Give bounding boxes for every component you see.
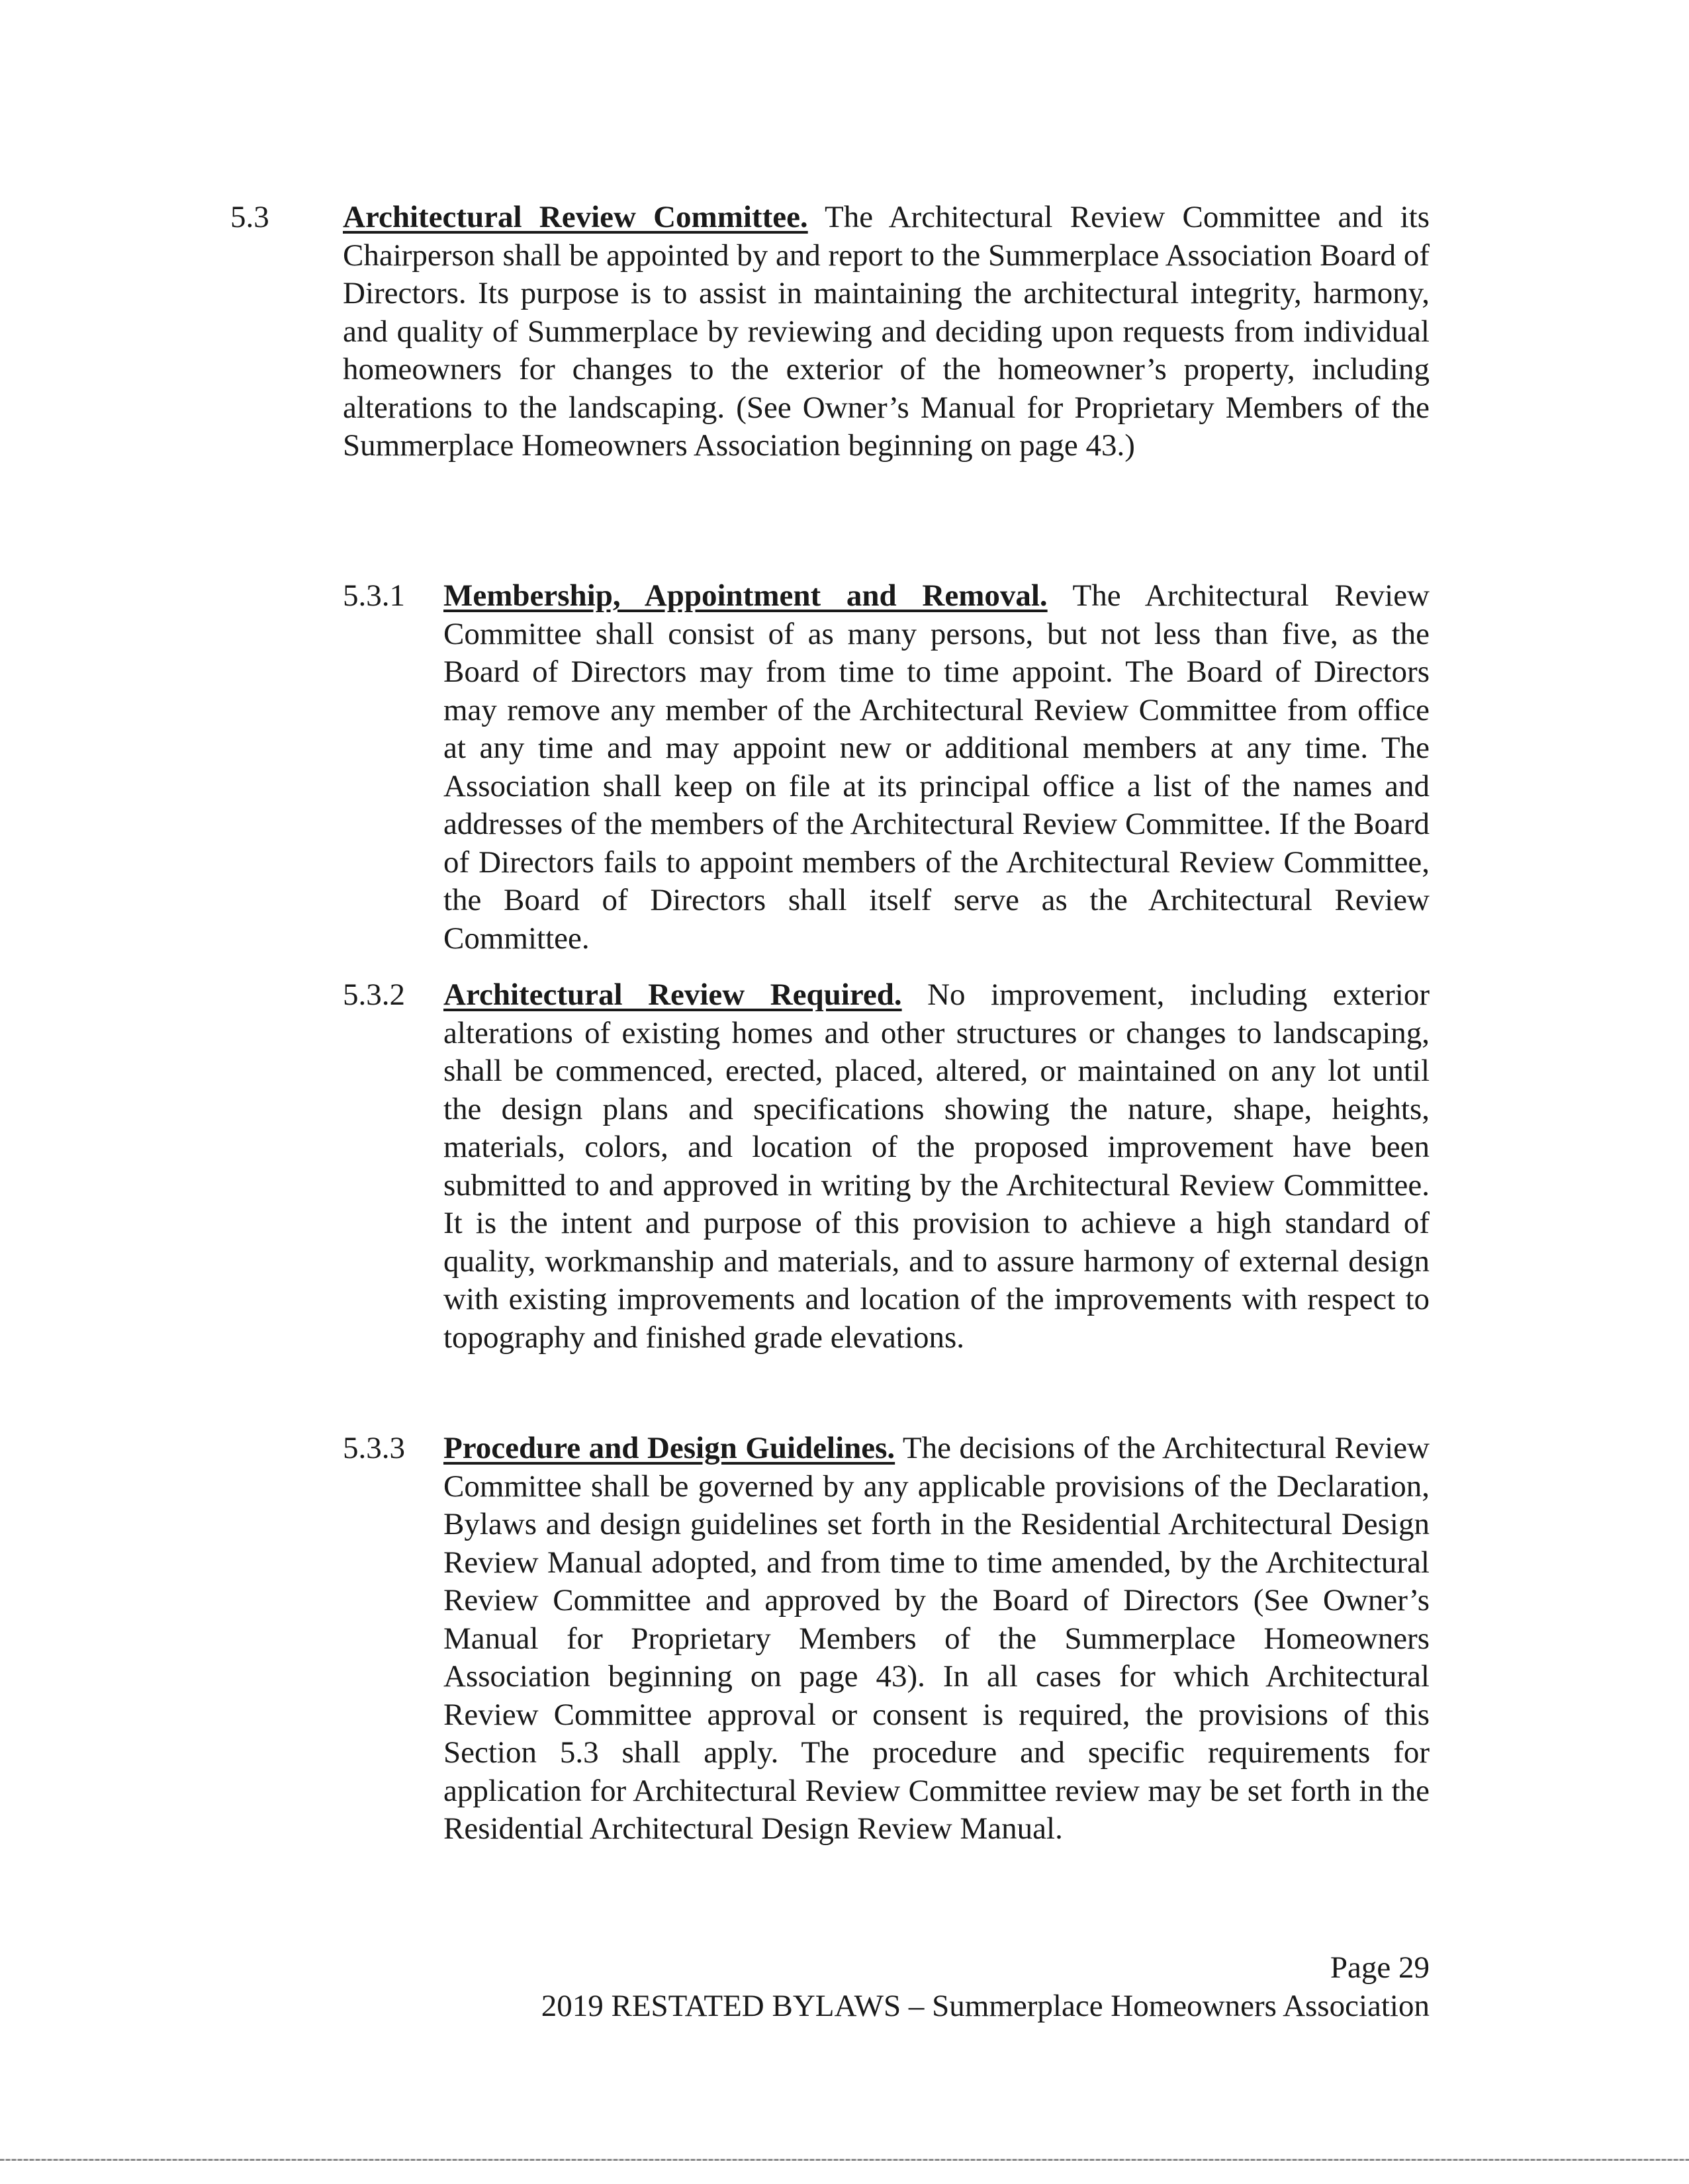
section-5-3-1 [443,577,1430,958]
section-heading: Membership, Appointment and Removal. [443,578,1048,613]
section-body: The Architectural Review Committee shall consist of as many persons, but not less than five, as the Board of Directors may from time to time appoint. The Board of Directors may remove any member of the Architectural Review Committee from office at any time and may appoint new or additional members at any time. The Association shall keep on file at its principal office a list of the names and addresses of the members of the Architectural Review Committee. If the Board of Directors fails to appoint members of the Architectural Review Committee, the Board of Directors shall itself serve as the Architectural Review Committee. [443,578,1430,956]
section-number: 5.3.3 [343,1431,405,1465]
scan-edge-divider [0,2159,1689,2161]
section-number: 5.3.1 [343,578,405,613]
section-heading: Procedure and Design Guidelines. [443,1431,895,1465]
section-number: 5.3.2 [343,978,405,1012]
section-5-3-3 [443,1430,1430,1848]
section-body: The Architectural Review Committee and its Chairperson shall be appointed by and report to the Summerplace Association Board of Directors. Its purpose is to assist in maintaining the architectural integrity, harmony, and quality of Summerplace by reviewing and deciding upon requests from individual homeowners for changes to the exterior of the homeowner’s property, including alterations to the landscaping. (See Owner’s Manual for Proprietary Members of the Summerplace Homeowners Association beginning on page 43.) [343,200,1430,463]
section-5-3-2 [443,976,1430,1357]
section-body: The decisions of the Architectural Review Committee shall be governed by any applicable provisions of the Declaration, Bylaws and design guidelines set forth in the Residential Architectural Design Review Manual adopted, and from time to time amended, by the Architectural Review Committee and approved by the Board of Directors (See Owner’s Manual for Proprietary Members of the Summerplace Homeowners Association beginning on page 43). In all cases for which Architectural Review Committee approval or consent is required, the provisions of this Section 5.3 shall apply. The procedure and specific requirements for application for Architectural Review Committee review may be set forth in the Residential Architectural Design Review Manual. [443,1431,1430,1846]
section-body: No improvement, including exterior alterations of existing homes and other structures or changes to landscaping, shall be commenced, erected, placed, altered, or maintained on any lot until the design plans and specifications showing the nature, shape, heights, materials, colors, and location of the proposed improvement have been submitted to and approved in writing by the Architectural Review Committee. It is the intent and purpose of this provision to achieve a high standard of quality, workmanship and materials, and to assure harmony of external design with existing improvements and location of the improvements with respect to topography and finished grade elevations. [443,978,1430,1355]
page-number: Page 29 [1330,1950,1430,1985]
section-number: 5.3 [230,200,269,234]
section-heading: Architectural Review Committee. [343,200,808,234]
section-heading: Architectural Review Required. [443,978,902,1012]
footer-title: 2019 RESTATED BYLAWS – Summerplace Homeowners Association [541,1989,1430,2023]
section-5-3 [343,199,1430,465]
